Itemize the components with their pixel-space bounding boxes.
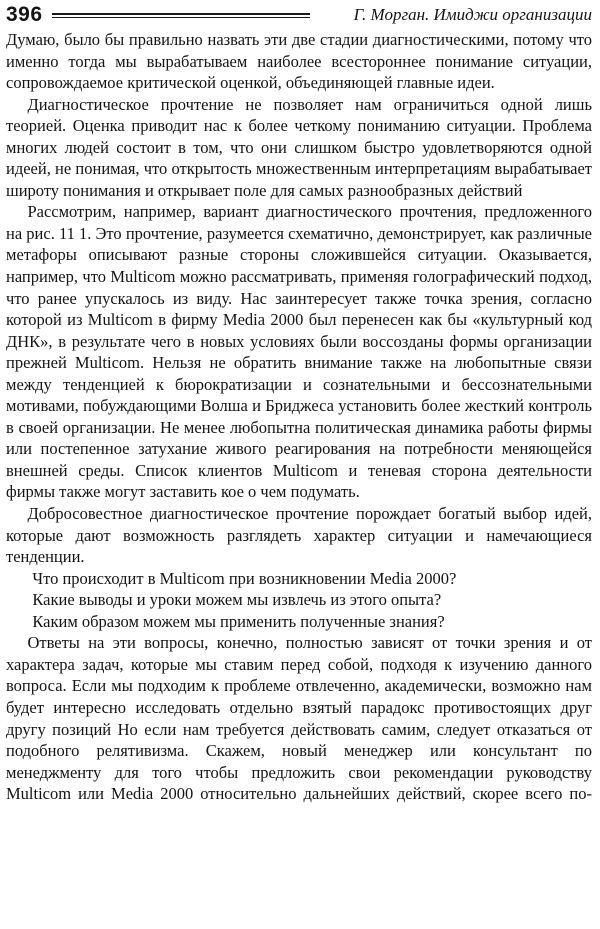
paragraph: Ответы на эти вопросы, конечно, полностью зависят от точки зрения и от характера задач, которые мы ставим перед собой, подходя к изучению данного вопроса. Если мы подходим к проблеме отвлеченно, академически, возможно нам будет интересно исследовать отдельно взятый парадокс противостоящих друг другу позиций Но если нам требуется действовать самим, следует отказаться от подобного релятивизма. Скажем, новый менеджер или консультант по менеджменту для того чтобы предложить свои рекомендации руководству Multicom или Media 2000 относительно дальнейших действий, скорее всего по- (6, 633, 592, 804)
question-line: Что происходит в Multicom при возникновении Media 2000? (32, 568, 457, 588)
paragraph: Рассмотрим, например, вариант диагностического прочтения, предложенного на рис. 11 1. Это прочтение, разумеется схематично, демонстрирует, как различные метафоры описывают разные стороны сложившейся ситуации. Оказывается, например, что Multicom можно рассматривать, применяя голографический подход, что ранее упускалось из виду. Нас заинтересует также точка зрения, согласно которой из Multicom в фирму Media 2000 был перенесен как бы «культурный код ДНК», в результате чего в новых условиях были воссозданы формы организации прежней Multicom. Нельзя не обратить внимание также на любопытные связи между тенденцией к бюрократизации и сознательными и бессознательными мотивами, побуждающими Волша и Бриджеса установить более жесткий контроль в своей организации. Не менее любопытна политическая динамика работы фирмы или постепенное затухание живого реагирования на потребности меняющейся внешней среды. Список клиентов Multicom и теневая сторона деятельности фирмы также могут заставить кое о чем подумать. (6, 202, 592, 502)
body-text (6, 29, 592, 805)
paragraph: Диагностическое прочтение не позволяет нам ограничиться одной лишь теорией. Оценка приводит нас к более четкому пониманию ситуации. Проблема многих людей состоит в том, что они слишком быстро удовлетворяются одной идеей, не понимая, что открытость множественным интерпретациям вырабатывает широту понимания и открывает поле для самых разнообразных действий (6, 94, 592, 200)
question-line: Каким образом можем мы применить полученные знания? (32, 611, 445, 631)
page-number: 396 (6, 3, 43, 26)
paragraph: Добросовестное диагностическое прочтение порождает богатый выбор идей, которые дают возможность разглядеть характер ситуации и намечающиеся тенденции. (6, 504, 592, 567)
page-header (6, 4, 592, 26)
paragraph: Думаю, было бы правильно назвать эти две стадии диагностическими, потому что именно тогда мы вырабатываем наиболее всестороннее понимание ситуации, сопровождаемое критической оценкой, объединяющей главные идеи. (6, 30, 592, 93)
running-title: Г. Морган. Имиджи организации (353, 5, 592, 24)
question-line: Какие выводы и уроки можем мы извлечь из этого опыта? (32, 590, 442, 610)
header-rule (52, 13, 310, 18)
